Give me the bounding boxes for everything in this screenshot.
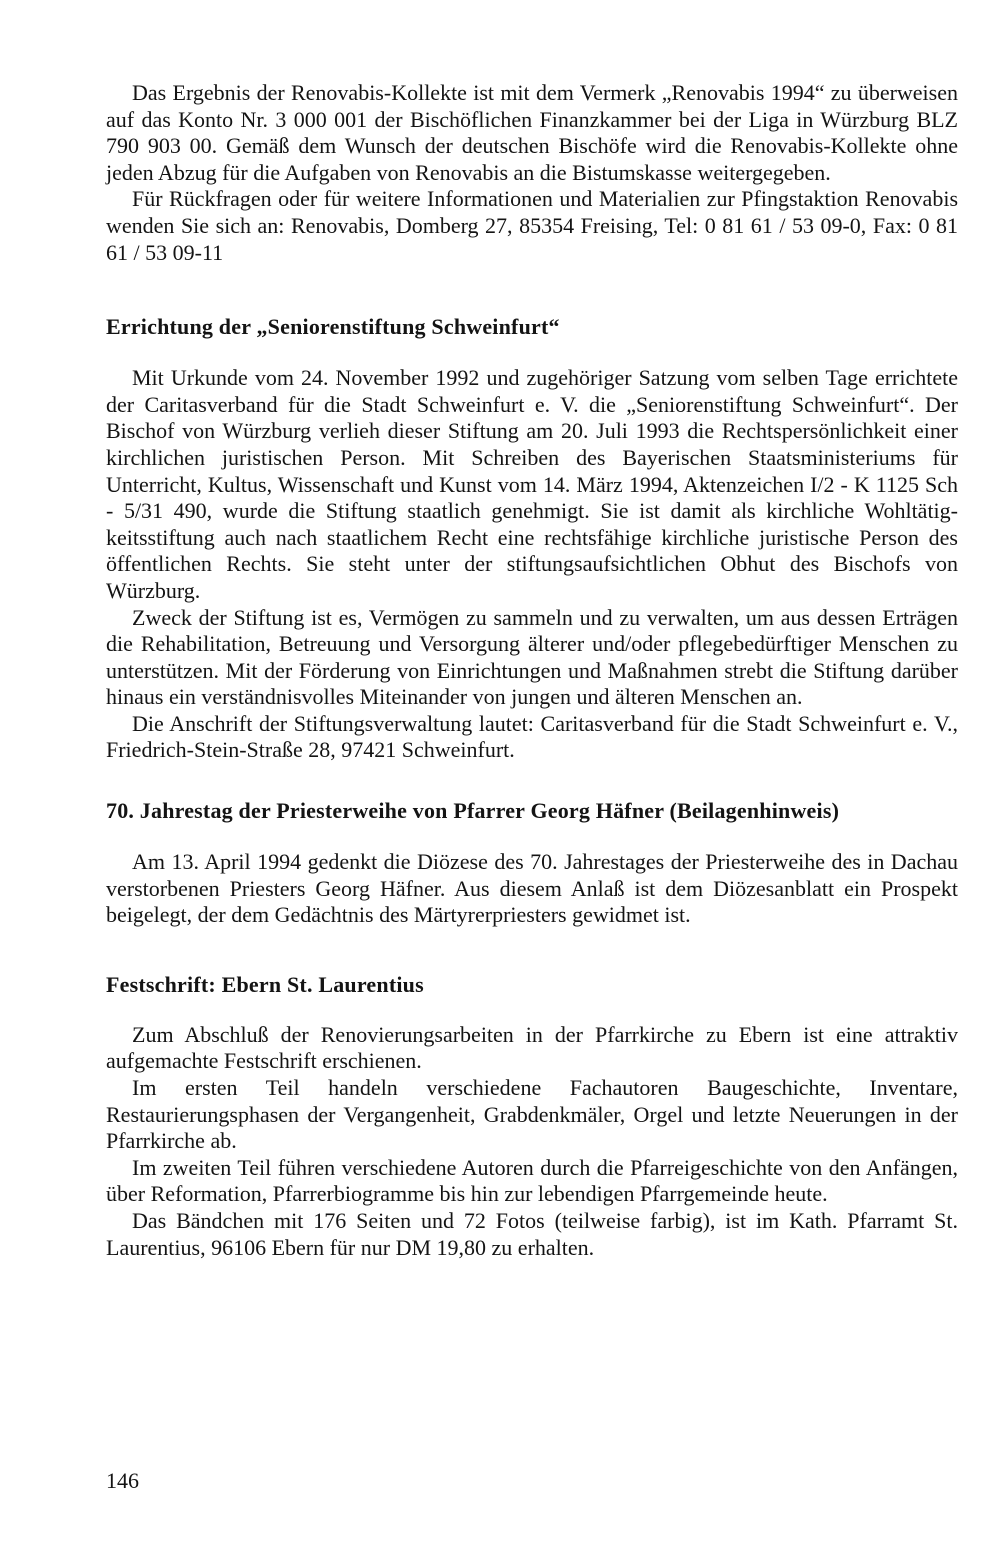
document-page: [106, 80, 958, 1261]
intro-paragraph-2: Für Rückfragen oder für weitere Informationen und Materialien zur Pfingstaktion Renovabis wenden Sie sich an: Renovabis, Domberg 27, 85354 Freising, Tel: 0 81 61 / 53 09-0, Fax: 0 81 61 / 53 09-11: [106, 186, 958, 265]
page-number: 146: [106, 1468, 139, 1493]
festschrift-paragraph-1: Zum Abschluß der Renovierungsarbeiten in der Pfarrkirche zu Ebern ist eine attraktiv aufgemachte Festschrift erschienen.: [106, 1021, 958, 1074]
section-jahrestag: [106, 797, 958, 929]
seniorenstiftung-paragraph-2: Zweck der Stiftung ist es, Vermögen zu sammeln und zu verwalten, um aus dessen Erträgen die Rehabilitation, Betreuung und Versorgung älterer und/oder pflegebedürftiger Menschen zu unterstützen. Mit der Förderung von Einrichtungen und Maßnahmen strebt die Stiftung darüber hinaus ein verständnisvolles Miteinander von jungen und älteren Menschen an.: [106, 604, 958, 710]
section-heading-seniorenstiftung: Errichtung der „Seniorenstiftung Schweinfurt“: [106, 314, 560, 340]
seniorenstiftung-paragraph-3: Die Anschrift der Stiftungsverwaltung lautet: Caritasverband für die Stadt Schweinfurt e. V., Friedrich-Stein-Straße 28, 97421 Schweinfurt.: [106, 710, 958, 763]
festschrift-paragraph-3: Im zweiten Teil führen verschiedene Autoren durch die Pfarreigeschichte von den Anfängen, über Reformation, Pfarrerbiogramme bis hin zur lebendigen Pfarrgemeinde heute.: [106, 1154, 958, 1207]
section-heading-festschrift: Festschrift: Ebern St. Laurentius: [106, 971, 424, 997]
seniorenstiftung-paragraph-1: Mit Urkunde vom 24. November 1992 und zugehöriger Satzung vom selben Tage errichtete der Caritasverband für die Stadt Schweinfurt e. V. die „Seniorenstiftung Schweinfurt“. Der Bischof von Würzburg verlieh dieser Stiftung am 20. Juli 1993 die Rechtspersönlichkeit einer kirchlichen juristischen Person. Mit Schreiben des Bayerischen Staatsministeriums für Unterricht, Kultus, Wissenschaft und Kunst vom 14. März 1994, Aktenzeichen I/2 - K 1125 Sch - 5/31 490, wurde die Stiftung staatlich genehmigt. Sie ist damit als kirchliche Wohltätigkeitsstiftung auch nach staatlichem Recht eine rechtsfähige kirchliche juristische Person des öffentlichen Rechts. Sie steht unter der stiftungsaufsichtlichen Obhut des Bischofs von Würzburg.: [106, 365, 958, 603]
section-heading-jahrestag: 70. Jahrestag der Priesterweihe von Pfarrer Georg Häfner (Beilagenhinweis): [106, 798, 840, 824]
section-seniorenstiftung: [106, 313, 958, 764]
festschrift-paragraph-4: Das Bändchen mit 176 Seiten und 72 Fotos (teilweise farbig), ist im Kath. Pfarramt St. Laurentius, 96106 Ebern für nur DM 19,80 zu erhalten.: [106, 1208, 958, 1260]
intro-paragraph-1: Das Ergebnis der Renovabis-Kollekte ist mit dem Vermerk „Renovabis 1994“ zu überweisen auf das Konto Nr. 3 000 001 der Bischöflichen Finanzkammer bei der Liga in Würzburg BLZ 790 903 00. Gemäß dem Wunsch der deutschen Bischöfe wird die Renovabis-Kollekte ohne jeden Abzug für die Aufgaben von Renovabis an die Bistumskasse weitergegeben.: [106, 80, 958, 185]
festschrift-paragraph-2: Im ersten Teil handeln verschiedene Fachautoren Baugeschichte, Inventare, Restaurierungsphasen der Vergangenheit, Grabdenkmäler, Orgel und letzte Neuerungen in der Pfarrkirche ab.: [106, 1075, 958, 1154]
section-festschrift: [106, 971, 958, 1261]
jahrestag-paragraph-1: Am 13. April 1994 gedenkt die Diözese des 70. Jahrestages der Priesterweihe des in Dachau verstorbenen Priesters Georg Häfner. Aus diesem Anlaß ist dem Diözesanblatt ein Prospekt beigelegt, der dem Gedächtnis des Märtyrerpriesters gewidmet ist.: [106, 849, 958, 928]
intro-section: [106, 80, 958, 266]
